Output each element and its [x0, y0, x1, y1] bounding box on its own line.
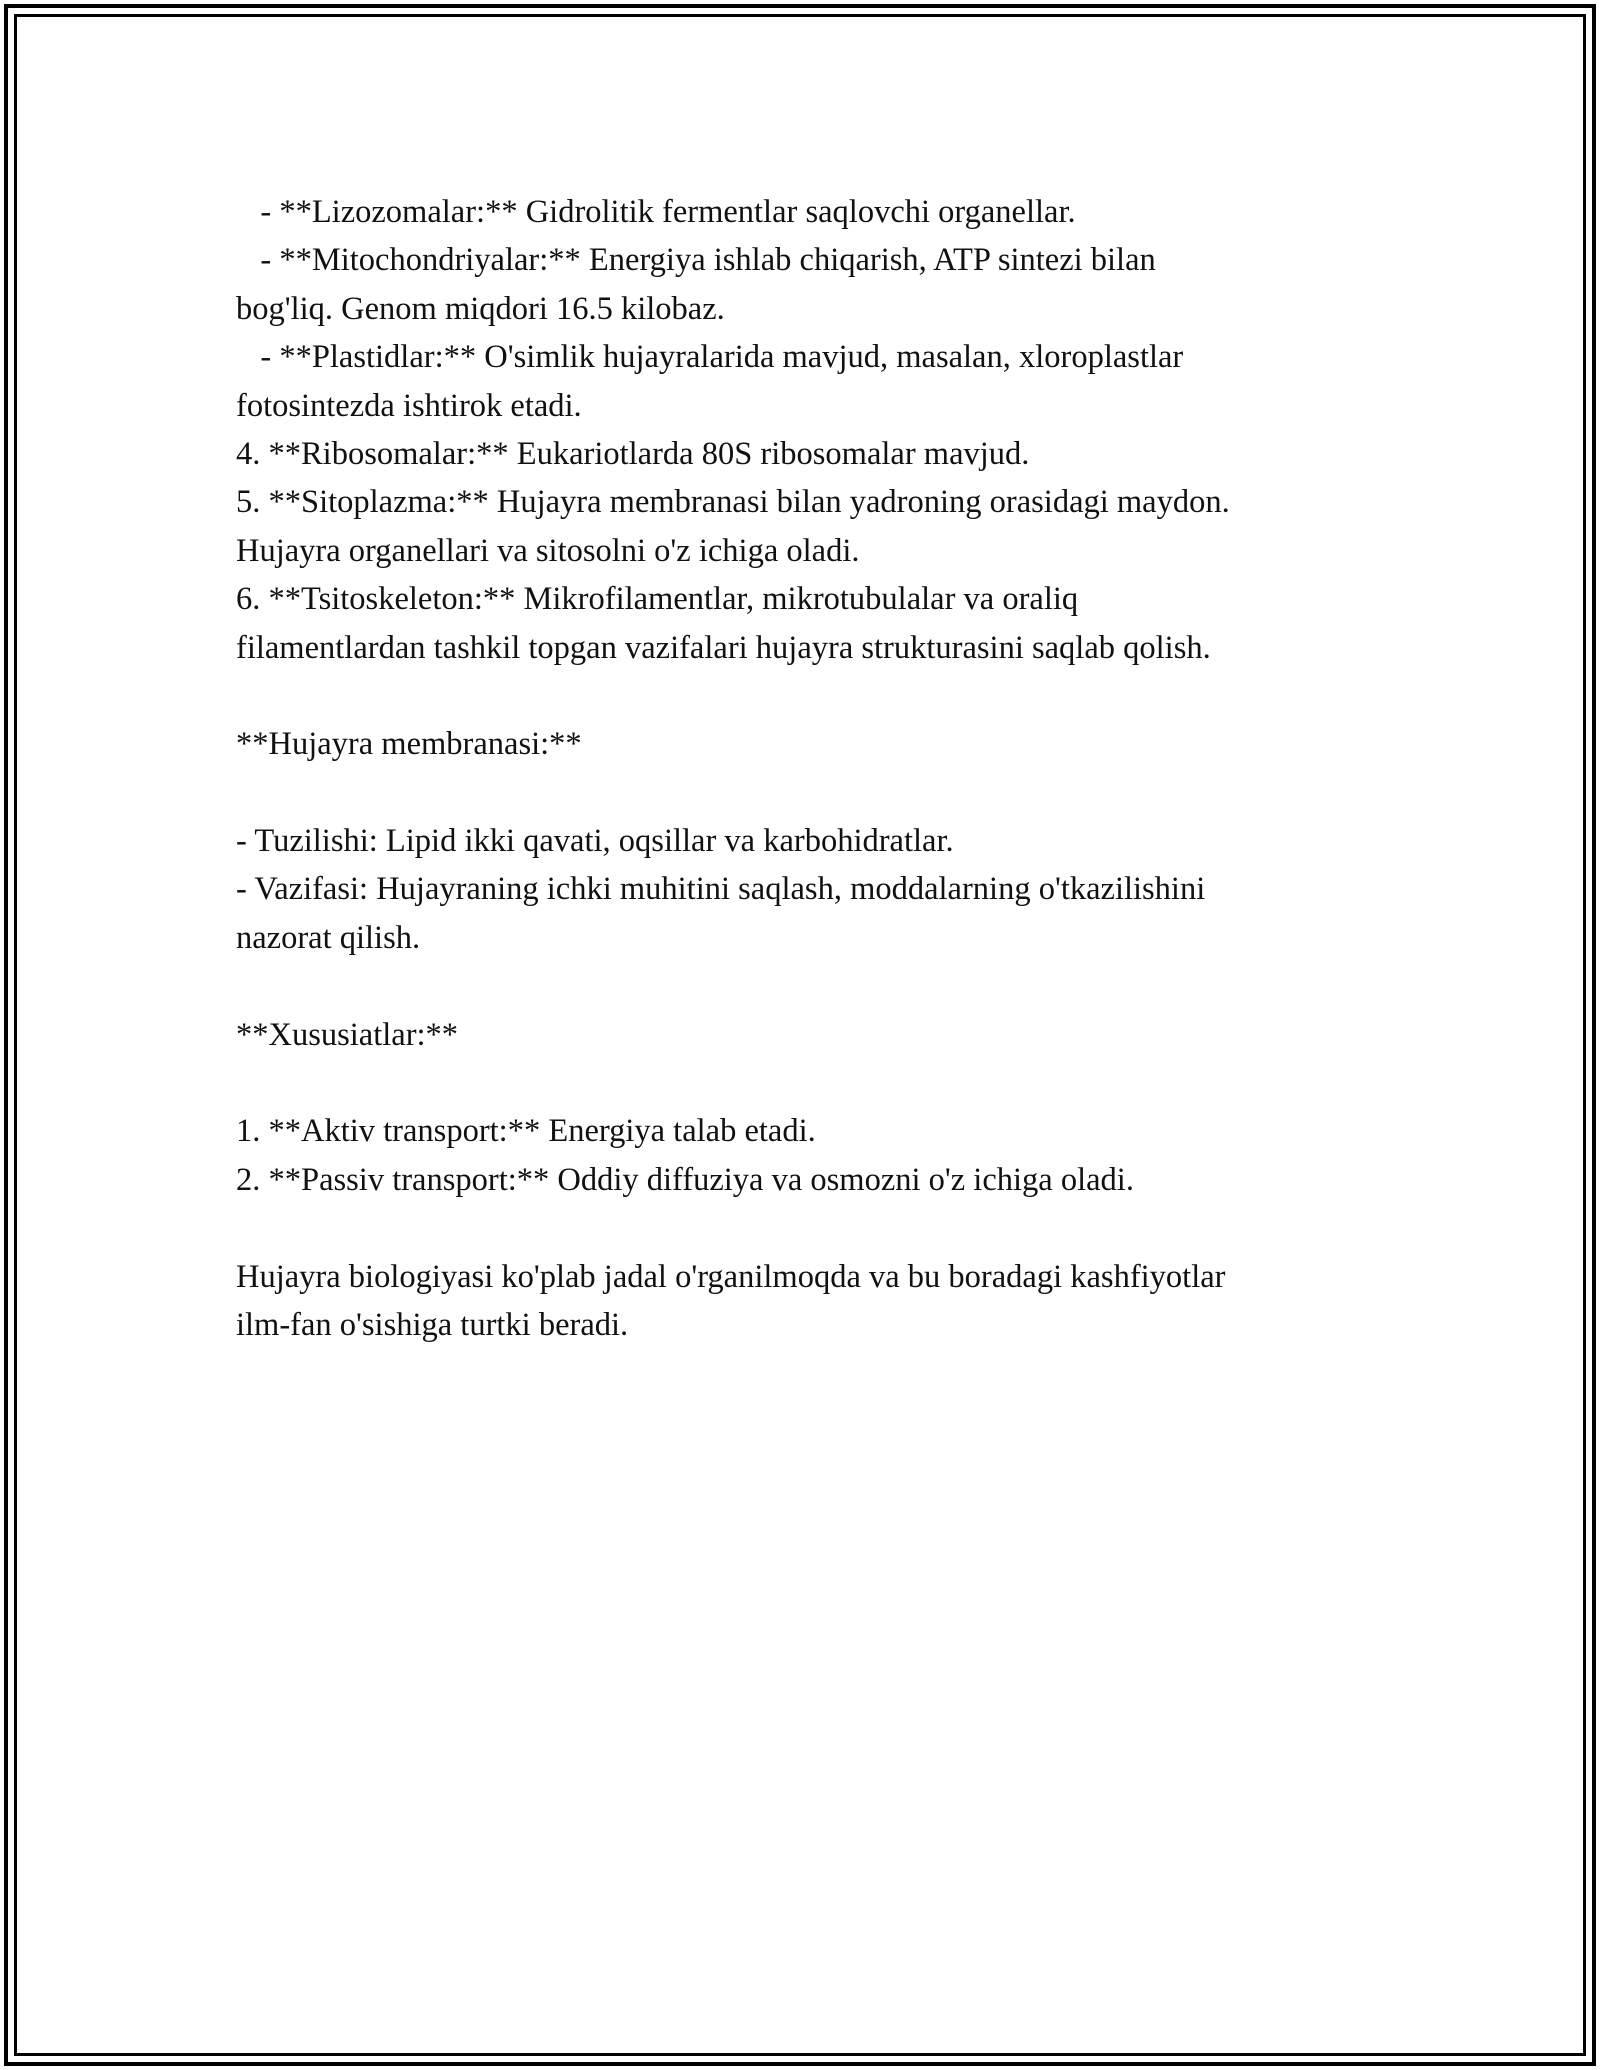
- text-line: 6. **Tsitoskeleton:** Mikrofilamentlar, mikrotubulalar va oraliq: [236, 581, 1079, 618]
- text-line: - **Lizozomalar:** Gidrolitik fermentlar saqlovchi organellar.: [236, 194, 1076, 230]
- text-line: - Vazifasi: Hujayraning ichki muhitini saqlash, moddalarning o'tkazilishini: [236, 871, 1206, 908]
- text-line: fotosintezda ishtirok etadi.: [236, 387, 582, 424]
- document-body: [236, 188, 1376, 1349]
- text-line: Hujayra organellari va sitosolni o'z ichiga oladi.: [236, 532, 860, 569]
- text-line: bog'liq. Genom miqdori 16.5 kilobaz.: [236, 290, 725, 327]
- blank-line: [236, 769, 1376, 817]
- text-line: filamentlardan tashkil topgan vazifalari hujayra strukturasini saqlab qolish.: [236, 629, 1211, 666]
- text-line: - **Mitochondriyalar:** Energiya ishlab chiqarish, ATP sintezi bilan: [236, 242, 1156, 279]
- text-line: 2. **Passiv transport:** Oddiy diffuziya va osmozni o'z ichiga oladi.: [236, 1161, 1134, 1198]
- text-line: - **Plastidlar:** O'simlik hujayralarida mavjud, masalan, xloroplastlar: [236, 339, 1184, 376]
- text-line: 5. **Sitoplazma:** Hujayra membranasi bilan yadroning orasidagi maydon.: [236, 484, 1230, 521]
- text-line: 1. **Aktiv transport:** Energiya talab etadi.: [236, 1113, 816, 1150]
- text-line: nazorat qilish.: [236, 919, 421, 956]
- section-heading: **Hujayra membranasi:**: [236, 726, 582, 763]
- blank-line: [236, 1204, 1376, 1252]
- blank-line: [236, 1059, 1376, 1107]
- blank-line: [236, 672, 1376, 720]
- text-line: 4. **Ribosomalar:** Eukariotlarda 80S ribosomalar mavjud.: [236, 435, 1030, 472]
- section-heading: **Xususiatlar:**: [236, 1016, 459, 1053]
- text-line: Hujayra biologiyasi ko'plab jadal o'rganilmoqda va bu boradagi kashfiyotlar: [236, 1258, 1226, 1295]
- text-line: - Tuzilishi: Lipid ikki qavati, oqsillar va karbohidratlar.: [236, 823, 954, 860]
- text-line: ilm-fan o'sishiga turtki beradi.: [236, 1306, 629, 1343]
- blank-line: [236, 962, 1376, 1010]
